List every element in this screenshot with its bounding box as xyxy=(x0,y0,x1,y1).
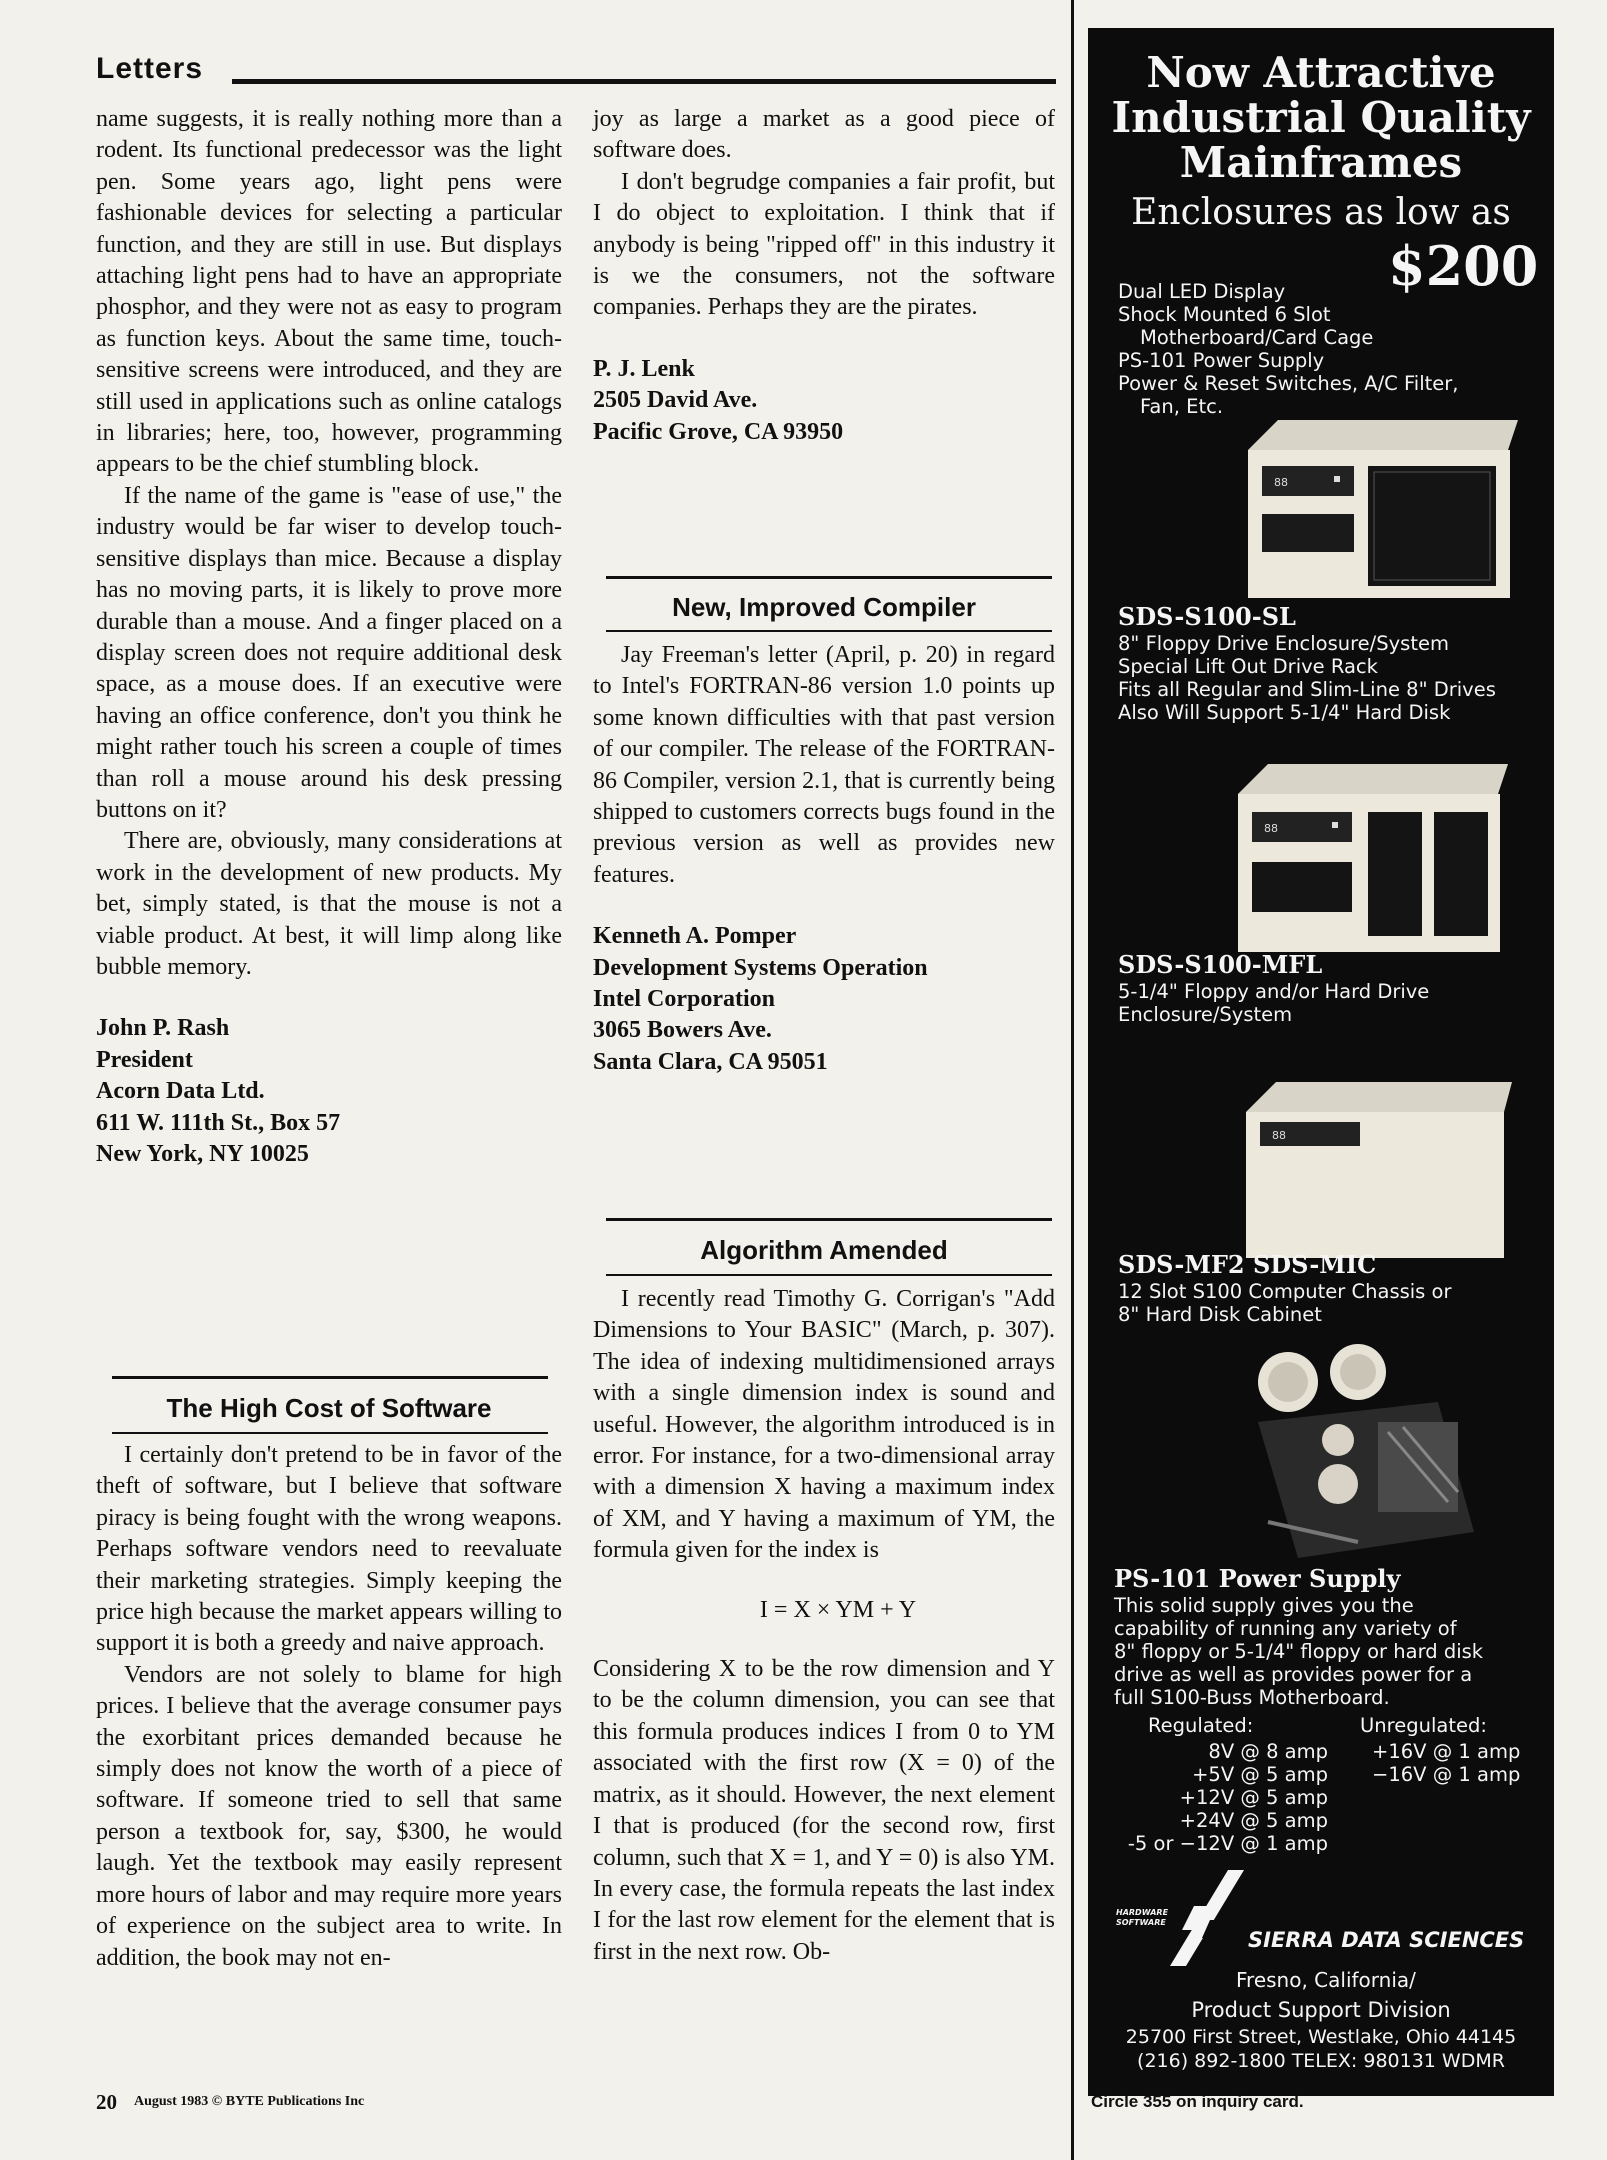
section-rule-top xyxy=(606,1218,1052,1221)
desc-line: Special Lift Out Drive Rack xyxy=(1118,655,1378,678)
ad-price: $200 xyxy=(1388,234,1539,298)
company-address: 25700 First Street, Westlake, Ohio 44145 xyxy=(1125,2026,1517,2048)
spec-line: +16V @ 1 amp xyxy=(1372,1740,1521,1763)
paragraph: Jay Freeman's letter (April, p. 20) in regard to Intel's FORTRAN-86 version 1.0 points up some known difficulties with that past version of our compiler. The release of the FORTRAN-86 Compiler, version 2.1, that is currently being shipped to customers corrects bugs found in the previous version as well as provides new features. xyxy=(593,642,1055,888)
feature-line: Shock Mounted 6 Slot xyxy=(1118,303,1331,326)
section-title: Letters xyxy=(96,52,204,85)
page-number: 20 xyxy=(96,2090,117,2114)
column-2-algorithm xyxy=(593,1284,1055,1968)
paragraph: There are, obviously, many considerations at work in the development of new products. My bet, simply stated, is that the mouse is not a viable product. At best, it will limp along like bubble memory. xyxy=(96,828,562,980)
paragraph: Considering X to be the row dimension and Y to be the column dimension, you can see that this formula produces indices I from 0 to YM associated with the first row (X = 0) of the matrix, as it should. However, the next element I that is produced (for the second row, first column, such that X = 1, and Y = 0) is also YM. In every case, the formula repeats the last index I for the last row element for the element that is first in the next row. Ob- xyxy=(593,1656,1055,1965)
paragraph: If the name of the game is "ease of use," the industry would be far wiser to develop touch-sensitive displays than mice. Because a display has no moving parts, it is likely to prove more durable than a mouse. And a finger placed on a display screen does not require additional desk space, as a mouse does. If an executive were having an office conference, don't you think he might rather touch his screen a couple of times than roll a mouse around his desk pressing buttons on it? xyxy=(96,482,562,823)
desc-line: This solid supply gives you the xyxy=(1114,1594,1414,1617)
desc-line: 8" Floppy Drive Enclosure/System xyxy=(1118,632,1449,655)
column-1-bottom xyxy=(96,1440,562,1974)
sig-line: Santa Clara, CA 95051 xyxy=(593,1048,828,1075)
desc-line: 8" Hard Disk Cabinet xyxy=(1118,1303,1322,1326)
feature-line: Power & Reset Switches, A/C Filter, xyxy=(1118,372,1459,395)
inquiry-note: Circle 355 on inquiry card. xyxy=(1091,2092,1304,2111)
product-desc xyxy=(1118,1280,1451,1326)
column-2 xyxy=(593,104,1055,448)
product-desc xyxy=(1114,1594,1483,1709)
spec-line: −16V @ 1 amp xyxy=(1372,1763,1521,1786)
sig-line: Intel Corporation xyxy=(593,986,775,1013)
ad-headline-line: Industrial Quality xyxy=(1111,93,1531,142)
desc-line: 8" floppy or 5-1/4" floppy or hard disk xyxy=(1114,1640,1484,1663)
desc-line: Enclosure/System xyxy=(1118,1003,1293,1026)
sig-line: New York, NY 10025 xyxy=(96,1141,309,1167)
company-phone: (216) 892-1800 TELEX: 980131 WDMR xyxy=(1137,2050,1505,2072)
product-name: SDS-S100-MFL xyxy=(1118,950,1323,979)
logo-hardware-software xyxy=(1116,1908,1168,1928)
desc-line: Fits all Regular and Slim-Line 8" Drives xyxy=(1118,678,1496,701)
spec-line: +5V @ 5 amp xyxy=(1192,1763,1328,1786)
issue-line: August 1983 © BYTE Publications Inc xyxy=(134,2094,365,2109)
column-1 xyxy=(96,104,562,1170)
signature-lenk xyxy=(593,354,1055,448)
feature-line: PS-101 Power Supply xyxy=(1118,349,1325,372)
paragraph: Vendors are not solely to blame for high prices. I believe that the average consumer pays the exorbitant prices demanded because he simply does not know the worth of a piece of software. If someone tried to sell that same person a textbook for, say, $300, he would laugh. Yet the textbook may easily represent more hours of labor and may require more years of experience on the subject area to write. In addition, the book may not en- xyxy=(96,1661,562,1971)
ad-headline-line: Mainframes xyxy=(1179,138,1463,187)
enclosure-mfl-image xyxy=(1228,764,1508,954)
formula: I = X × YM + Y xyxy=(759,1596,917,1623)
logo-text: HARDWARE xyxy=(1116,1908,1169,1917)
ad-headline-line: Now Attractive xyxy=(1146,48,1496,97)
signature-rash xyxy=(96,1013,562,1170)
enclosure-mf2-image xyxy=(1236,1082,1512,1260)
product-name: SDS-MF2 SDS-MIC xyxy=(1118,1250,1377,1279)
section-rule-top xyxy=(606,576,1052,579)
header-rule xyxy=(232,79,1056,84)
ad-headline xyxy=(1088,50,1554,185)
paragraph: name suggests, it is really nothing more than a rodent. Its functional predecessor was the light pen. Some years ago, light pens were fashionable devices for selecting a particular function, and they are still in use. But displays attaching light pens had to have an appropriate phosphor, and they were not as easy to program as function keys. About the same time, touch-sensitive screens were introduced, and they are still used in applications such as online catalogs in libraries; here, too, however, programming appears to be the chief stumbling block. xyxy=(96,106,562,478)
sig-line: Pacific Grove, CA 93950 xyxy=(593,418,844,445)
logo-text: SOFTWARE xyxy=(1116,1918,1166,1927)
led-readout: 88 xyxy=(1272,1129,1286,1142)
sig-line: Kenneth A. Pomper xyxy=(593,923,797,950)
paragraph: I recently read Timothy G. Corrigan's "Add Dimensions to Your BASIC" (March, p. 307). The idea of indexing multidimensioned arrays with a single dimension index is sound and useful. However, the algorithm introduced is in error. For instance, for a two-dimensional array with a dimension X having a maximum index of XM, and Y having a maximum of YM, the formula given for the index is xyxy=(593,1286,1055,1564)
enclosure-sl-image xyxy=(1238,420,1518,600)
regulated-label: Regulated: xyxy=(1148,1714,1254,1737)
sierra-logo-icon xyxy=(1166,1868,1246,1968)
product-desc xyxy=(1118,632,1496,724)
sig-line: John P. Rash xyxy=(96,1015,230,1042)
product-desc xyxy=(1118,980,1429,1026)
paragraph: I certainly don't pretend to be in favor of the theft of software, but I believe that software piracy is being fought with the wrong weapons. Perhaps software vendors need to reevaluate their marketing strategies. Simply keeping the price high because the market appears willing to support it is both a greedy and naive approach. xyxy=(96,1442,562,1657)
ad-features xyxy=(1118,280,1458,418)
led-readout: 88 xyxy=(1274,476,1288,489)
column-2-compiler xyxy=(593,640,1055,1078)
sierra-advertisement xyxy=(1088,28,1554,2096)
feature-line: Dual LED Display xyxy=(1118,280,1286,303)
desc-line: 5-1/4" Floppy and/or Hard Drive xyxy=(1118,980,1430,1003)
unregulated-label: Unregulated: xyxy=(1360,1714,1487,1737)
sig-line: 2505 David Ave. xyxy=(593,387,758,414)
support-division: Product Support Division xyxy=(1191,1998,1451,2022)
desc-line: Also Will Support 5-1/4" Hard Disk xyxy=(1118,701,1451,724)
spec-line: +24V @ 5 amp xyxy=(1179,1809,1328,1832)
sig-line: Development Systems Operation xyxy=(593,954,928,981)
sig-line: P. J. Lenk xyxy=(593,355,695,382)
feature-line: Motherboard/Card Cage xyxy=(1140,326,1374,349)
sig-line: 611 W. 111th St., Box 57 xyxy=(96,1109,341,1136)
section-rule-bottom xyxy=(606,630,1052,632)
section-rule-bottom xyxy=(112,1432,548,1434)
section-rule-top xyxy=(112,1376,548,1379)
desc-line: full S100-Buss Motherboard. xyxy=(1114,1686,1390,1709)
desc-line: drive as well as provides power for a xyxy=(1114,1663,1473,1686)
sig-line: Acorn Data Ltd. xyxy=(96,1078,265,1105)
heading-algorithm: Algorithm Amended xyxy=(700,1235,948,1265)
unregulated-list xyxy=(1372,1740,1520,1786)
page-gutter-rule xyxy=(1071,0,1074,2160)
desc-line: capability of running any variety of xyxy=(1114,1617,1457,1640)
company-location: Fresno, California/ xyxy=(1236,1968,1416,1992)
power-supply-image xyxy=(1238,1332,1478,1562)
desc-line: 12 Slot S100 Computer Chassis or xyxy=(1118,1280,1452,1303)
product-name: SDS-S100-SL xyxy=(1118,602,1296,631)
feature-line: Fan, Etc. xyxy=(1140,395,1224,418)
sig-line: President xyxy=(96,1046,193,1073)
spec-line: -5 or −12V @ 1 amp xyxy=(1127,1832,1328,1855)
paragraph: I don't begrudge companies a fair profit, but I do object to exploitation. I think that if anybody is being "ripped off" in this industry it is we the consumers, not the software companies. Perhaps they are the pirates. xyxy=(593,168,1055,321)
heading-high-cost: The High Cost of Software xyxy=(166,1393,492,1423)
ad-subhead: Enclosures as low as xyxy=(1131,192,1511,233)
sig-line: 3065 Bowers Ave. xyxy=(593,1017,772,1044)
led-readout: 88 xyxy=(1264,822,1278,835)
spec-line: +12V @ 5 amp xyxy=(1179,1786,1328,1809)
section-rule-bottom xyxy=(606,1274,1052,1276)
spec-line: 8V @ 8 amp xyxy=(1208,1740,1328,1763)
product-name: PS-101 Power Supply xyxy=(1114,1564,1401,1593)
regulated-list xyxy=(1108,1740,1328,1855)
company-name: SIERRA DATA SCIENCES xyxy=(1248,1928,1525,1952)
paragraph: joy as large a market as a good piece of software does. xyxy=(593,106,1055,164)
signature-pomper xyxy=(593,921,1055,1078)
heading-new-compiler: New, Improved Compiler xyxy=(672,592,976,622)
